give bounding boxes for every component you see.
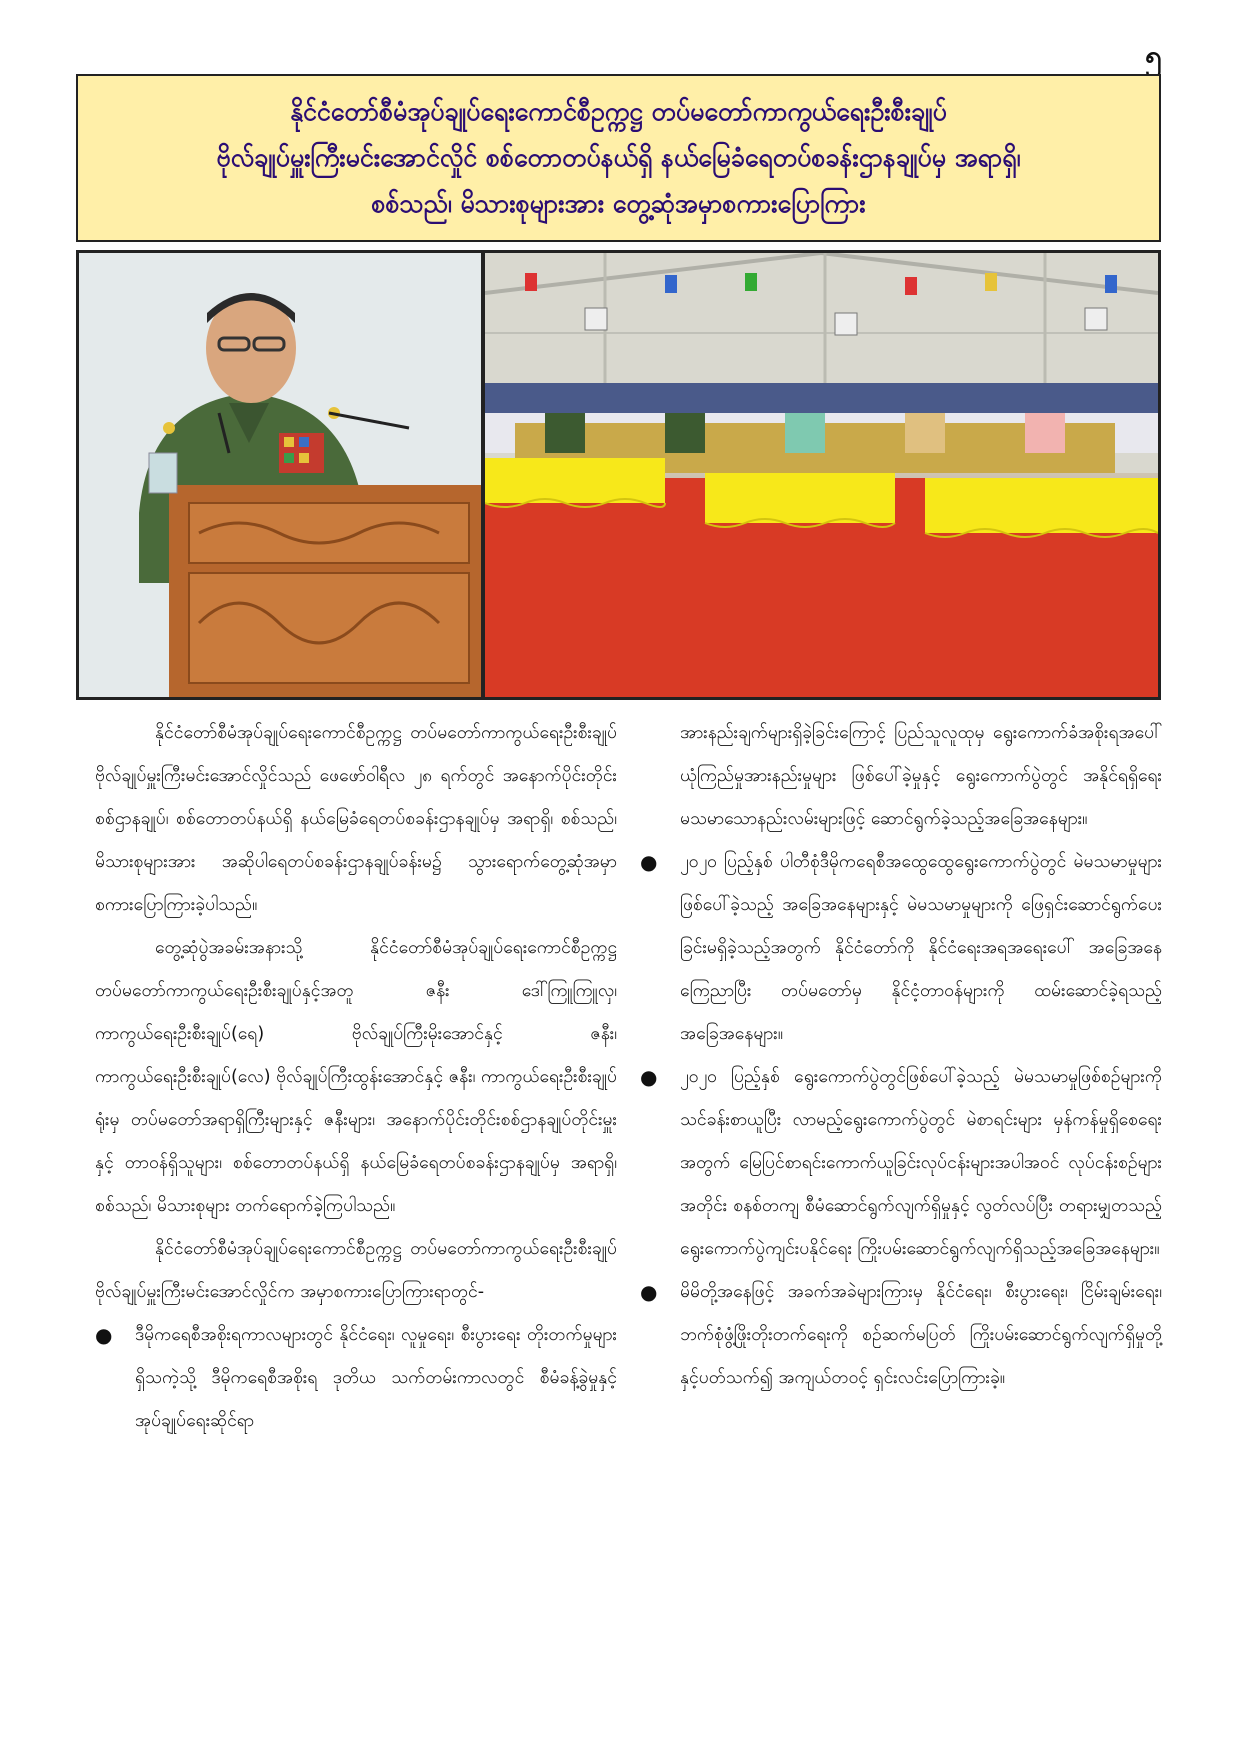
bullet-dot-icon: ● — [95, 1323, 113, 1347]
bullet-dot-icon: ● — [640, 1280, 658, 1304]
right-column — [640, 712, 1162, 1400]
bullet-item-4 — [640, 1271, 1162, 1400]
bullet-continuation — [640, 712, 1162, 841]
headline-box — [76, 74, 1161, 242]
paragraph-1: နိုင်ငံတော်စီမံအုပ်ချုပ်ရေးကောင်စီဥက္ကဋ္ဌ တပ်မတော်ကာကွယ်ရေးဦးစီးချုပ် ဗိုလ်ချုပ်မှူးကြီးမင်းအောင်လှိုင်သည် ဖေဖော်ဝါရီလ ၂၈ ရက်တွင် အနောက်ပိုင်းတိုင်းစစ်ဌာနချုပ်၊ စစ်တောတပ်နယ်ရှိ နယ်မြေခံရေတပ်စခန်းဌာနချုပ်မှ အရာရှိ၊ စစ်သည်၊ မိသားစုများအား အဆိုပါရေတပ်စခန်းဌာနချုပ်ခန်းမ၌ သွားရောက်တွေ့ဆုံအမှာစကားပြောကြားခဲ့ပါသည်။ — [95, 723, 617, 915]
left-column — [95, 712, 617, 1443]
bullet-text-3: ၂၀၂၀ ပြည့်နှစ် ရွေးကောက်ပွဲတွင်ဖြစ်ပေါ်ခဲ့သည့် မဲမသမာမှုဖြစ်စဉ်များကို သင်ခန်းစာယူပြီး လာမည့်ရွေးကောက်ပွဲတွင် မဲစာရင်းများ မှန်ကန်မှုရှိစေရေးအတွက် မြေပြင်စာရင်းကောက်ယူခြင်းလုပ်ငန်းများအပါအဝင် လုပ်ငန်းစဉ်များအတိုင်း စနစ်တကျ စီမံဆောင်ရွက်လျက်ရှိမှုနှင့် လွတ်လပ်ပြီး တရားမျှတသည့် ရွေးကောက်ပွဲကျင်းပနိုင်ရေး ကြိုးပမ်းဆောင်ရွက်လျက်ရှိသည့်အခြေအနေများ။ — [680, 1067, 1162, 1259]
audience-photo — [485, 253, 1158, 697]
bullet-text-continuation: အားနည်းချက်များရှိခဲ့ခြင်းကြောင့် ပြည်သူလူထုမှ ရွေးကောက်ခံအစိုးရအပေါ် ယုံကြည်မှုအားနည်းမှုများ ဖြစ်ပေါ်ခဲ့မှုနှင့် ရွေးကောက်ပွဲတွင် အနိုင်ရရှိရေး မသမာသောနည်းလမ်းများဖြင့် ဆောင်ရွက်ခဲ့သည့်အခြေအနေများ။ — [680, 723, 1162, 829]
bullet-text-2: ၂၀၂၀ ပြည့်နှစ် ပါတီစုံဒီမိုကရေစီအထွေထွေရွေးကောက်ပွဲတွင် မဲမသမာမှုများဖြစ်ပေါ်ခဲ့သည့် အခြေအနေများနှင့် မဲမသမာမှုများကို ဖြေရှင်းဆောင်ရွက်ပေးခြင်းမရှိခဲ့သည့်အတွက် နိုင်ငံတော်ကို နိုင်ငံရေးအရအရေးပေါ် အခြေအနေကြေညာပြီး တပ်မတော်မှ နိုင်ငံ့တာဝန်များကို ထမ်းဆောင်ခဲ့ရသည့်အခြေအနေများ။ — [680, 852, 1162, 1044]
page-number: ၅ — [1145, 39, 1162, 74]
bullet-item-1 — [95, 1314, 617, 1443]
bullet-item-3 — [640, 1056, 1162, 1271]
bullet-item-2 — [640, 841, 1162, 1056]
bullet-text-1: ဒီမိုကရေစီအစိုးရကာလများတွင် နိုင်ငံရေး၊ လူမှုရေး၊ စီးပွားရေး တိုးတက်မှုများရှိသကဲ့သို့ ဒီမိုကရေစီအစိုးရ ဒုတိယ သက်တမ်းကာလတွင် စီမံခန့်ခွဲမှုနှင့် အုပ်ချုပ်ရေးဆိုင်ရာ — [135, 1325, 617, 1431]
audience-illustration — [485, 253, 1158, 697]
bullet-dot-icon: ● — [640, 1065, 658, 1089]
bullet-text-4: မိမိတို့အနေဖြင့် အခက်အခဲများကြားမှ နိုင်ငံရေး၊ စီးပွားရေး၊ ငြိမ်းချမ်းရေး၊ ဘက်စုံဖွံ့ဖြိုးတိုးတက်ရေးကို စဉ်ဆက်မပြတ် ကြိုးပမ်းဆောင်ရွက်လျက်ရှိမှုတို့နှင့်ပတ်သက်၍ အကျယ်တဝင့် ရှင်းလင်းပြောကြားခဲ့။ — [680, 1282, 1162, 1388]
bullet-dot-icon: ● — [640, 850, 658, 874]
headline-line-1: နိုင်ငံတော်စီမံအုပ်ချုပ်ရေးကောင်စီဥက္ကဋ္ဌ တပ်မတော်ကာကွယ်ရေးဦးစီးချုပ် — [290, 97, 947, 126]
photo-frame — [76, 250, 1161, 700]
headline-line-3: စစ်သည်၊ မိသားစုများအား တွေ့ဆုံအမှာစကားပြောကြား — [371, 189, 866, 218]
paragraph-3: နိုင်ငံတော်စီမံအုပ်ချုပ်ရေးကောင်စီဥက္ကဋ္ဌ တပ်မတော်ကာကွယ်ရေးဦးစီးချုပ် ဗိုလ်ချုပ်မှူးကြီးမင်းအောင်လှိုင်က အမှာစကားပြောကြားရာတွင်- — [95, 1239, 617, 1302]
paragraph-2: တွေ့ဆုံပွဲအခမ်းအနားသို့ နိုင်ငံတော်စီမံအုပ်ချုပ်ရေးကောင်စီဥက္ကဋ္ဌ တပ်မတော်ကာကွယ်ရေးဦးစီးချုပ်နှင့်အတူ ဇနီး ဒေါ်ကြူကြူလှ၊ ကာကွယ်ရေးဦးစီးချုပ်(ရေ) ဗိုလ်ချုပ်ကြီးမိုးအောင်နှင့် ဇနီး၊ ကာကွယ်ရေးဦးစီးချုပ်(လေ) ဗိုလ်ချုပ်ကြီးထွန်းအောင်နှင့် ဇနီး၊ ကာကွယ်ရေးဦးစီးချုပ်ရုံးမှ တပ်မတော်အရာရှိကြီးများနှင့် ဇနီးများ၊ အနောက်ပိုင်းတိုင်းစစ်ဌာနချုပ်တိုင်းမှူးနှင့် တာဝန်ရှိသူများ၊ စစ်တောတပ်နယ်ရှိ နယ်မြေခံရေတပ်စခန်းဌာနချုပ်မှ အရာရှိ၊ စစ်သည်၊ မိသားစုများ တက်ရောက်ခဲ့ကြပါသည်။ — [95, 938, 617, 1216]
headline-line-2: ဗိုလ်ချုပ်မှူးကြီးမင်းအောင်လှိုင် စစ်တောတပ်နယ်ရှိ နယ်မြေခံရေတပ်စခန်းဌာနချုပ်မှ အရာရှိ၊ — [216, 143, 1021, 172]
speaker-photo — [79, 253, 481, 697]
speaker-illustration — [79, 253, 481, 697]
